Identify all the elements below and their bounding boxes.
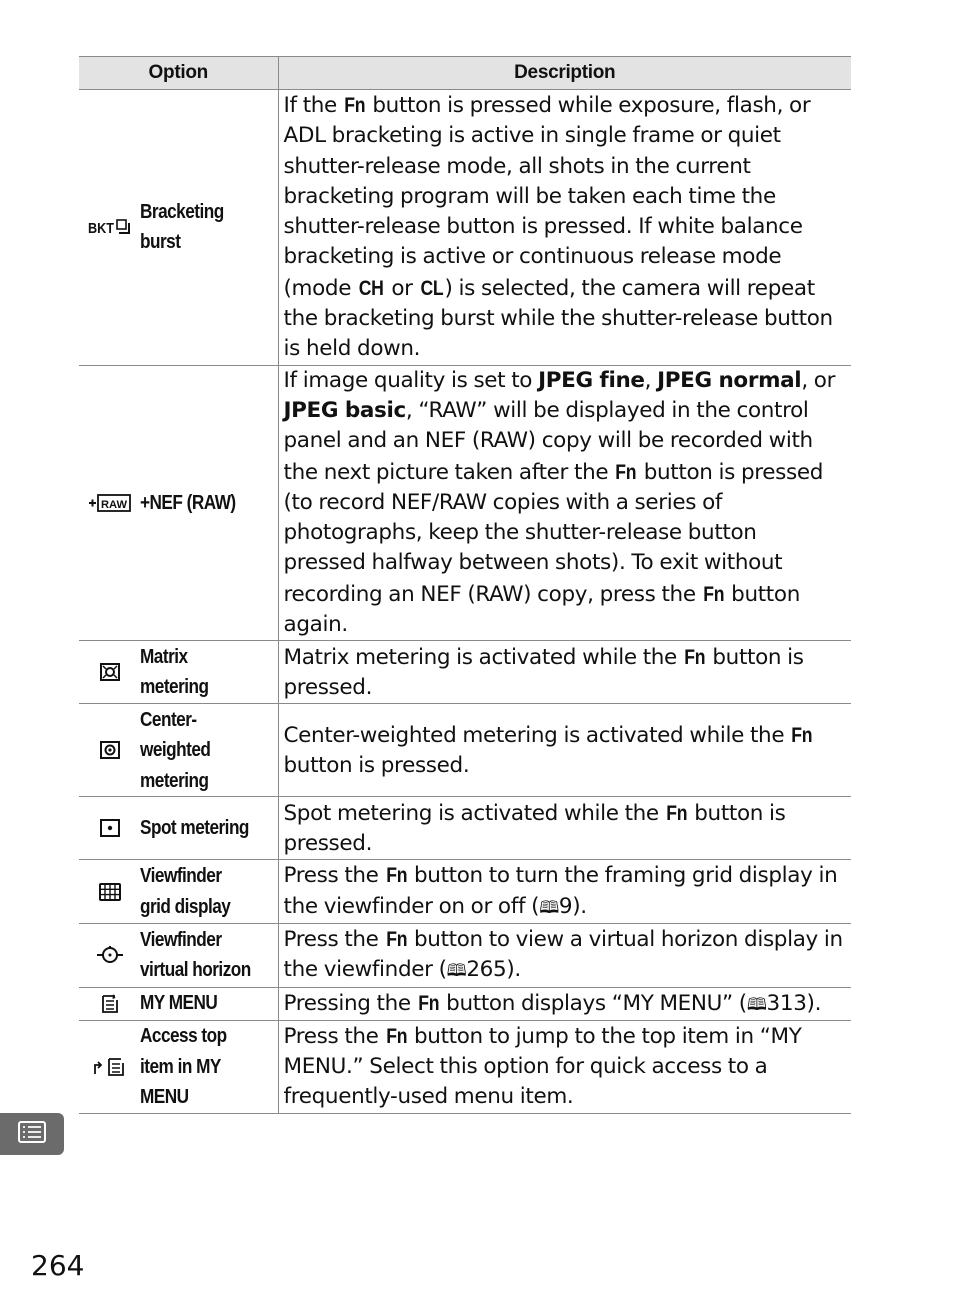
option-name: Bracketing burst xyxy=(140,200,224,254)
fn-button-label: Fn xyxy=(791,722,813,747)
option-cell xyxy=(79,797,278,860)
description-cell: Center-weighted metering is activated while the Fn button is pressed. xyxy=(278,704,851,797)
option-cell xyxy=(79,860,278,924)
option-column-header: Option xyxy=(79,57,278,90)
table-row xyxy=(79,90,851,366)
viewfinder-grid-icon xyxy=(79,882,140,902)
page-reference: 313 xyxy=(766,990,807,1016)
option-name: Viewfinder virtual horizon xyxy=(140,928,251,982)
table-row xyxy=(79,797,851,860)
book-reference-icon: 🕮 xyxy=(746,994,767,1015)
fn-button-label: Fn xyxy=(344,93,366,117)
table-row xyxy=(79,923,851,987)
table-row xyxy=(79,860,851,924)
table-header-row xyxy=(79,57,851,90)
book-reference-icon: 🕮 xyxy=(446,961,467,982)
description-cell: Press the Fn button to jump to the top item in “MY MENU.” Select this option for quick access to a frequently-used menu item. xyxy=(278,1020,851,1113)
svg-text:RAW: RAW xyxy=(100,499,128,511)
option-name: +NEF (RAW) xyxy=(140,491,236,514)
fn-button-label: Fn xyxy=(385,926,407,951)
description-cell: Matrix metering is activated while the Fn button is pressed. xyxy=(278,641,851,704)
option-cell xyxy=(79,1020,278,1113)
page-reference: 265 xyxy=(466,957,507,983)
fn-button-label: Fn xyxy=(666,800,687,825)
page-number: 264 xyxy=(31,1249,85,1282)
my-menu-icon xyxy=(79,993,140,1015)
option-cell xyxy=(79,90,278,366)
menu-section-tab xyxy=(0,1113,64,1155)
page-reference: 9 xyxy=(558,893,573,919)
virtual-horizon-icon xyxy=(79,944,140,966)
release-mode-cl-label: CL xyxy=(420,275,444,300)
option-name: Matrix metering xyxy=(140,645,209,699)
description-cell: Press the Fn button to view a virtual horizon display in the viewfinder (🕮265). xyxy=(278,923,851,987)
fn-button-label: Fn xyxy=(702,581,724,606)
release-mode-ch-label: CH xyxy=(358,275,384,300)
fn-button-label: Fn xyxy=(385,1023,407,1048)
option-cell xyxy=(79,987,278,1020)
description-cell: Press the Fn button to turn the framing grid display in the viewfinder on or off (🕮9). xyxy=(278,860,851,924)
option-name: Access top item in MY MENU xyxy=(140,1025,227,1109)
access-top-item-icon xyxy=(79,1056,140,1078)
description-cell: Pressing the Fn button displays “MY MENU” (🕮313). xyxy=(278,987,851,1020)
table-row xyxy=(79,1020,851,1113)
description-column-header: Description xyxy=(278,57,851,90)
svg-text:BKT: BKT xyxy=(87,220,114,238)
option-cell xyxy=(79,704,278,797)
fn-button-label: Fn xyxy=(684,644,706,669)
book-reference-icon: 🕮 xyxy=(539,897,559,918)
description-cell: If the Fn button is pressed while exposure, flash, or ADL bracketing is active in single frame or quiet shutter-release mode, all shots in the current bracketing program will be taken each time the shutter-release button is pressed. If white balance bracketing is active or continuous release mode (mode CH or CL) is selected, the camera will repeat the bracketing burst while the shutter-release button is held down. xyxy=(278,90,851,366)
option-name: Center- weighted metering xyxy=(140,708,211,792)
option-name: MY MENU xyxy=(140,992,218,1015)
option-cell xyxy=(79,365,278,641)
option-cell xyxy=(79,923,278,987)
spot-metering-icon xyxy=(79,818,140,838)
table-row xyxy=(79,704,851,797)
fn-button-label: Fn xyxy=(418,990,439,1015)
nef-raw-icon xyxy=(79,493,140,513)
table-row xyxy=(79,365,851,641)
fn-button-label: Fn xyxy=(385,863,407,888)
option-name: Spot metering xyxy=(140,817,249,840)
menu-list-icon xyxy=(17,1120,47,1148)
description-cell: Spot metering is activated while the Fn button is pressed. xyxy=(278,797,851,860)
option-cell xyxy=(79,641,278,704)
option-name: Viewfinder grid display xyxy=(140,865,231,918)
matrix-metering-icon xyxy=(79,662,140,682)
fn-button-label: Fn xyxy=(615,459,637,484)
description-cell: If image quality is set to JPEG fine, JPEG normal, or JPEG basic, “RAW” will be displayed in the control panel and an NEF (RAW) copy will be recorded with the next picture taken after the Fn button is pressed (to record NEF/RAW copies with a series of photographs, keep the shutter-release button pressed halfway between shots). To exit without recording an NEF (RAW) copy, press the Fn button again. xyxy=(278,365,851,641)
bracketing-burst-icon xyxy=(79,217,140,237)
center-weighted-metering-icon xyxy=(79,740,140,760)
table-row xyxy=(79,641,851,704)
options-table xyxy=(79,56,851,1114)
table-row xyxy=(79,987,851,1020)
